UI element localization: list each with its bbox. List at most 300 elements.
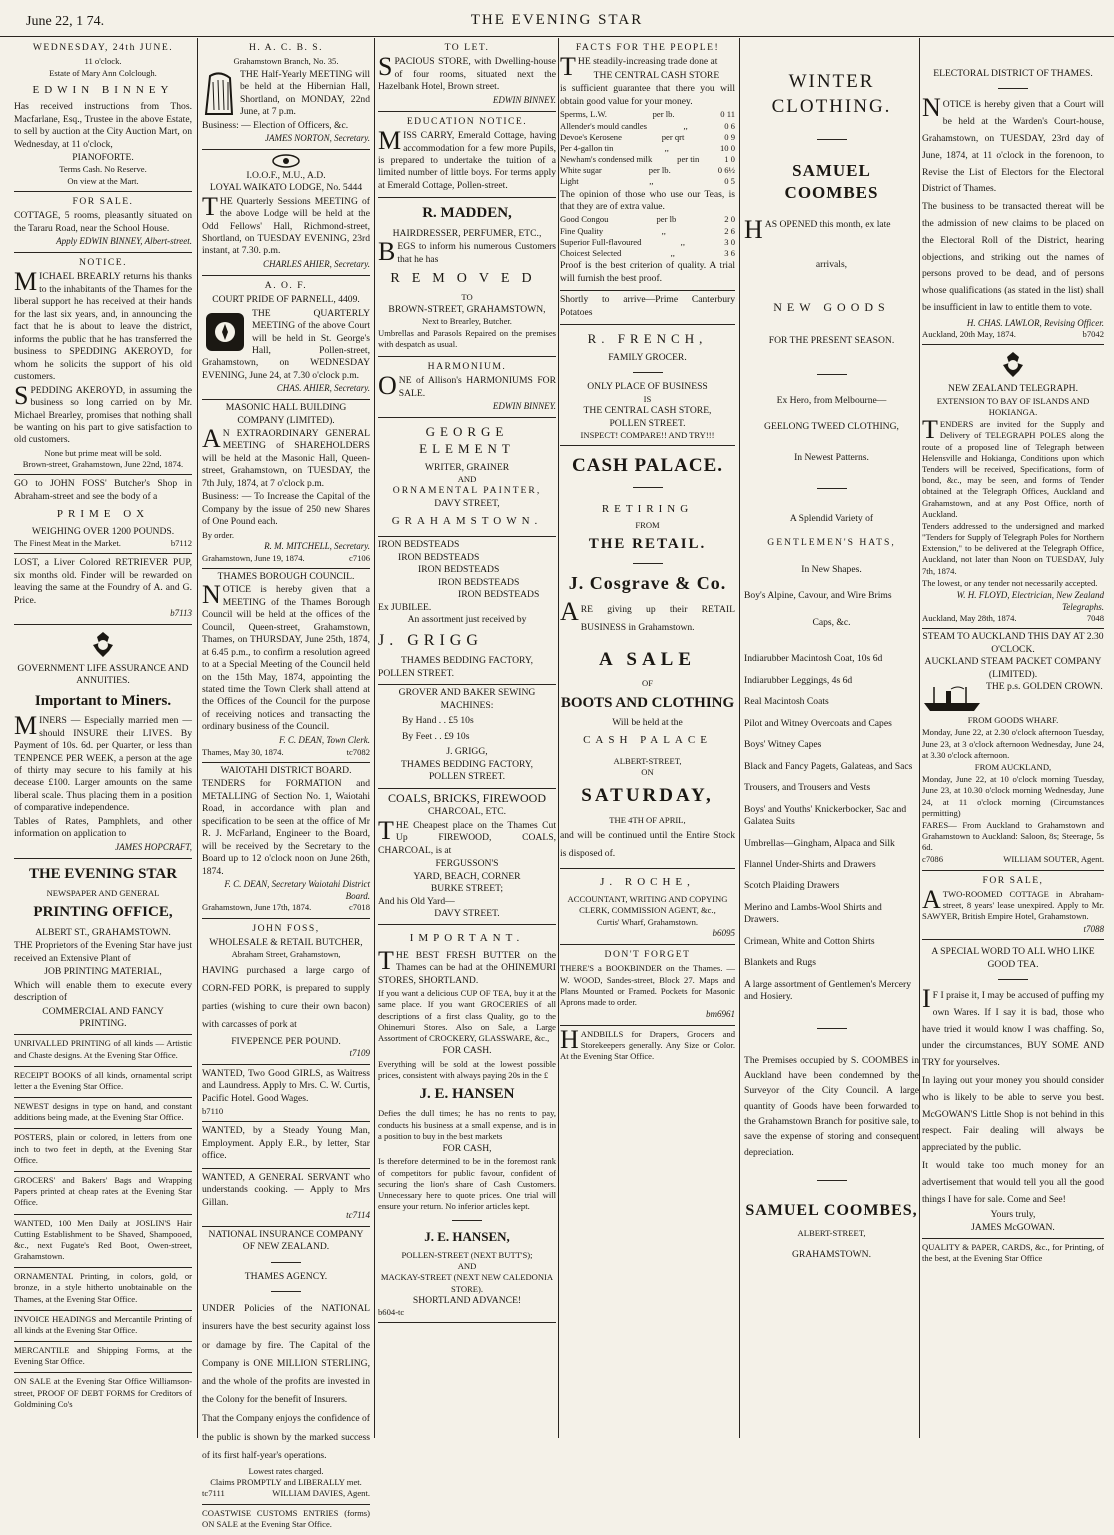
barber-text: WANTED, 100 Men Daily at JOSLIN'S Hair Cutting Establishment to be Shaved, Shampooed, &c., next Fugate's Red Boot, Owen-street, Grahamstown.	[14, 1217, 192, 1262]
tea-sig: JAMES McGOWAN.	[971, 1221, 1055, 1233]
nat-text-2: That the Company enjoys the confidence of the public is shown by the marked success of its first half-year's operations.	[202, 1413, 370, 1461]
coastwise-ad	[202, 1505, 370, 1535]
clothing-item: Trousers, and Trousers and Vests	[744, 782, 871, 794]
price-price: 3 0	[724, 236, 735, 247]
hansen-text-2: Is therefore determined to be in the foremost rank of competitors for public favour, confident of securing the lion's share of Cash Customers. Unnecessary here to quote prices. One trial will ensure your return. No inferior articles kept.	[378, 1156, 556, 1212]
nat-claims: Claims PROMPTLY and LIBERALLY met.	[210, 1477, 362, 1488]
price-row	[560, 132, 735, 143]
elec-text-2: The business to be transacted thereat will be the admission of new claims to be placed on the Electoral Roll of the District, hearing objections, and striking out the names of persons proved to be dead, and of persons whose qualifications (as stated in the list) shall be insufficient in law to entitle them to vote.	[922, 201, 1104, 313]
elem-and: AND	[457, 473, 477, 484]
bed-assortment: An assortment just received by	[407, 614, 527, 626]
elec-text: NOTICE is hereby given that a Court will be held at the Warden's Court-house, Grahamstown, on TUESDAY, 23rd day of June, 1874, at 11 o'clock in the forenoon, to Revise the List of Electors for the Electoral District of Thames.	[922, 93, 1104, 195]
cp-retiring: RETIRING	[601, 502, 694, 515]
clothing-item: Blankets and Rugs	[744, 957, 816, 969]
harm-text: ONE of Allison's HARMONIUMS FOR SALE.	[378, 371, 556, 401]
printing-text: RECEIPT BOOKS of all kinds, ornamental script letter a the Evening Star Office.	[14, 1069, 192, 1091]
parnell-heading: COURT PRIDE OF PARNELL, 4409.	[212, 294, 360, 306]
price-unit: ,,	[680, 236, 685, 247]
hansen-ad	[378, 925, 556, 1323]
facts-heading: FACTS FOR THE PEOPLE!	[575, 42, 720, 53]
cottage-for-sale-ad	[922, 871, 1104, 941]
roche-ad	[560, 869, 735, 945]
sew-heading: GROVER AND BAKER SEWING	[398, 687, 536, 699]
steam-code: c7086	[922, 854, 944, 865]
sale-text: COTTAGE, 5 rooms, pleasantly situated on the Tararu Road, near the School House.	[14, 210, 192, 234]
price-unit: ,,	[670, 248, 675, 258]
coals-yard: YARD, BEACH, CORNER	[413, 870, 521, 882]
teas-text: The opinion of those who use our Teas, is that they are of extra value.	[560, 188, 735, 213]
auction-time: 11 o'clock.	[84, 56, 122, 67]
tea-table	[560, 214, 735, 259]
elec-date: Auckland, 20th May, 1874.	[922, 329, 1016, 340]
borough-date: Thames, May 30, 1874.	[202, 746, 284, 757]
cp-palace: CASH PALACE	[583, 734, 712, 747]
madden-ad	[378, 198, 556, 356]
madden-to: TO	[461, 292, 473, 303]
price-price: 1 0	[724, 154, 735, 165]
madden-removed: REMOVED	[390, 271, 544, 287]
hansen2-address: POLLEN-STREET (NEXT BUTT'S);	[401, 1250, 533, 1261]
hansen2-and: AND	[457, 1261, 477, 1272]
electoral-ad	[922, 38, 1104, 345]
steam-from-2: FROM AUCKLAND,	[974, 761, 1052, 772]
star-address: ALBERT ST., GRAHAMSTOWN.	[35, 926, 171, 938]
roche-heading: J. ROCHE,	[600, 876, 695, 889]
caps: Caps, &c.	[812, 616, 851, 628]
tolet-heading: TO LET.	[444, 42, 490, 53]
quality-text: QUALITY & PAPER, CARDS, &c., for Printing, of the best, at the Evening Star Office	[922, 1242, 1104, 1264]
printing-notice	[14, 1067, 192, 1098]
imp-heading: IMPORTANT.	[409, 932, 525, 945]
price-unit: per lb	[656, 214, 677, 225]
brearly-notice	[14, 253, 192, 475]
masonic-order: By order.	[202, 529, 234, 540]
eye-icon	[271, 154, 301, 168]
facts-store: THE CENTRAL CASH STORE	[593, 69, 720, 81]
foss-finest: The Finest Meat in the Market.	[14, 537, 121, 548]
price-unit: ,,	[661, 225, 666, 236]
coast-text: COASTWISE CUSTOMS ENTRIES (forms) ON SALE at the Evening Star Office.	[202, 1507, 370, 1529]
french-street: POLLEN STREET.	[609, 417, 686, 429]
waiotahi-date: Grahamstown, June 17th, 1874.	[202, 902, 312, 913]
premises-text: The Premises occupied by S. COOMBES in Auckland have been condemned by the Surveyor of the City Council. A large quantity of Goods have been forwarded to the Grahamstown Branch for positive sale, to save the expense of storing and consequent depreciation.	[744, 1054, 919, 1158]
geelong: GEELONG TWEED CLOTHING,	[764, 421, 899, 433]
price-table	[560, 109, 735, 187]
forget-code: bm6961	[706, 1009, 735, 1020]
elec-heading: ELECTORAL DISTRICT OF THAMES.	[933, 68, 1093, 79]
wanted-code: b7110	[202, 1106, 224, 1117]
cp-retail: THE RETAIL.	[588, 536, 707, 553]
foss-code: b7112	[170, 537, 192, 548]
new-goods: NEW GOODS	[773, 299, 890, 314]
binney-view: On view at the Mart.	[67, 175, 139, 186]
madden-next: Next to Brearley, Butcher.	[422, 316, 512, 327]
bed-line: IRON BEDSTEADS	[398, 551, 480, 563]
waiotahi-text: TENDERS for FORMATION and METALLING of Section No. 1, Waiotahi Road, in accordance with plan and specification to be seen at the office of Mr R. J. McFarland, Engineer to the Board, will be received by the Secretary to the Board up to 12 o'clock noon on June 26th, 1874.	[202, 778, 370, 877]
notice-text-2: SPEDDING AKEROYD, in assuming the business so long carried on by Mr. Michael Brearley, promises that nothing shall be wanting on his part to give satisfaction to old customers.	[14, 380, 192, 446]
newest-patterns: In Newest Patterns.	[794, 451, 869, 463]
coombes-opened: HAS OPENED this month, ex late	[744, 214, 891, 244]
tel-sub: EXTENSION TO BAY OF ISLANDS AND HOKIANGA.	[936, 395, 1090, 418]
steam-times-2: Monday, June 22, at 10 o'clock morning Tuesday, June 23, at 10.30 o'clock morning Wednesday, June 24, at 11 o'clock morning (Circumstances permitting)	[922, 774, 1104, 818]
waiotahi-sig: F. C. DEAN, Secretary Waiotahi District Board.	[224, 878, 370, 901]
tel-code: 7048	[1086, 613, 1104, 624]
gov-heading: GOVERNMENT LIFE ASSURANCE AND ANNUITIES.	[17, 662, 189, 687]
printing-text: GROCERS' and Bakers' Bags and Wrapping Papers printed at cheap rates at the Evening Star Office.	[14, 1174, 192, 1208]
forget-heading: DON'T FORGET	[604, 948, 691, 960]
french-grocer-ad	[560, 325, 735, 446]
jf-price: FIVEPENCE PER POUND.	[231, 1035, 341, 1047]
steam-ship: THE p.s. GOLDEN CROWN.	[986, 681, 1103, 693]
cp-sale: A SALE	[598, 648, 697, 670]
wanted-text: WANTED, A GENERAL SERVANT who understands cooking. — Apply to Mrs Gillan.	[202, 1171, 370, 1208]
price-row	[560, 121, 735, 132]
steam-packet-ad	[922, 629, 1104, 870]
foss-text: GO to JOHN FOSS' Butcher's Shop in Abraham-street and see the body of a	[14, 478, 192, 502]
sewing-machines-ad	[378, 685, 556, 788]
fs-heading: FOR SALE,	[982, 874, 1044, 886]
tel-text-3: The lowest, or any tender not necessarily accepted.	[922, 577, 1098, 588]
foss-weight: WEIGHING OVER 1200 POUNDS.	[31, 525, 175, 537]
price-unit: per lb.	[652, 109, 675, 120]
price-item: Newham's condensed milk	[560, 154, 653, 165]
central-cash-store-ad	[560, 38, 735, 291]
bedsteads-ad	[378, 537, 556, 685]
waiotahi-heading: WAIOTAHI DISTRICT BOARD.	[220, 764, 352, 776]
cp-on: ON	[641, 766, 654, 777]
french-is: IS	[643, 393, 652, 404]
coombes2-town: GRAHAMSTOWN.	[792, 1249, 871, 1261]
imp-text-2: If you want a delicious CUP OF TEA, buy it at the same place. If you want GROCERIES of all descriptions of a first class Quality, go to the Ohinemuri Stores. Also on Sale, a Large Assortment of CROCKERY, GLASSWARE, &c.,	[378, 988, 556, 1043]
printing-text: MERCANTILE and Shipping Forms, at the Evening Star Office.	[14, 1345, 192, 1367]
tel-text: TENDERS are invited for the Supply and Delivery of TELEGRAPH POLES along the route of a proposed line of Telegraph between Helensville and Hokianga, Conditions upon which Tenders will be received, Specifications, form of bond, &c., may be seen, and forms of Tender obtained at the Telegraph Offices, Auckland and Grahamstown, and at any Post Office, north of Auckland.	[922, 415, 1104, 519]
masonic-text: AN EXTRAORDINARY GENERAL MEETING of SHAREHOLDERS will be held at the Masonic Hall, Queen-street, Grahamstown, on TUESDAY, the 7th July, 1874, at 7 o'clock p.m.	[202, 424, 370, 489]
star-job: JOB PRINTING MATERIAL,	[44, 966, 162, 978]
waiotahi-code: c7018	[348, 902, 370, 913]
notice-text-1: MICHAEL BREARLY returns his thanks to the inhabitants of the Thames for the liberal support he has received at their hands for the last six years, and, in announcing the fact that he is about to leave the district, informs the public that he has transferred the business to SPEDDING AKEROYD, for whom he solicits the support of his old customers.	[14, 267, 192, 383]
column-1	[14, 38, 192, 1438]
printing-text: POSTERS, plain or colored, in letters from one inch to two feet in depth, at the Evening Star Office.	[14, 1132, 192, 1165]
jf-heading: JOHN FOSS,	[252, 922, 320, 934]
price-row	[560, 226, 735, 237]
cp-saturday: SATURDAY,	[581, 785, 714, 807]
grigg2-sub: THAMES BEDDING FACTORY,	[401, 758, 533, 770]
sew-feet: By Feet . . £9 10s	[402, 730, 470, 742]
column-4	[560, 38, 735, 1438]
wanted-servant-ad	[202, 1169, 370, 1227]
price-row	[560, 214, 735, 225]
newspaper-title: THE EVENING STAR	[470, 12, 644, 28]
facts-text: THE steadily-increasing trade done at	[560, 52, 718, 82]
sale-heading: FOR SALE.	[72, 195, 134, 207]
elem-sub-1: WRITER, GRAINER	[424, 461, 510, 473]
splendid: A Splendid Variety of	[789, 512, 874, 524]
ioof-heading: I.O.O.F., M.U., A.D.	[246, 169, 326, 181]
price-row	[560, 109, 735, 120]
price-price: 2 0	[724, 214, 735, 225]
price-item: Light	[560, 176, 579, 187]
binney-text: Has received instructions from Thos. Macfarlane, Esq., Trustee in the above Estate, to sell by auction at the City Auction Mart, on Wednesday, at 11 o'clock,	[14, 101, 192, 150]
handbills-ad	[560, 1026, 735, 1068]
quality-paper-ad	[922, 1239, 1104, 1269]
royal-arms-icon	[85, 629, 121, 661]
sale-apply: Apply EDWIN BINNEY, Albert-street.	[56, 236, 192, 247]
shortland-code: b604-tc	[378, 1307, 405, 1318]
estate-line: Estate of Mary Ann Colclough.	[49, 67, 157, 78]
lost-text: LOST, a Liver Colored RETRIEVER PUP, six months old. Finder will be rewarded on leaving the same at the Foundry of A. and G. Price.	[14, 557, 192, 606]
printing-notice	[14, 1129, 192, 1172]
cp-text: ARE giving up their RETAIL BUSINESS in Grahamstown.	[560, 597, 735, 634]
steam-times-1: Monday, June 22, at 2.30 o'clock afternoon Tuesday, June 23, at 3 o'clock afternoon Wednesday, June 24, at 3.30 o'clock afternoon.	[922, 727, 1104, 760]
foss-ox: PRIME OX	[56, 508, 150, 521]
clothing-item: Boys' Witney Capes	[744, 739, 822, 751]
harmonium-ad	[378, 357, 556, 418]
grigg-street: POLLEN STREET.	[378, 667, 455, 679]
notice-address: Brown-street, Grahamstown, June 22nd, 1874.	[22, 459, 184, 470]
price-unit: ,,	[683, 120, 688, 131]
borough-council-ad	[202, 569, 370, 763]
tel-heading: NEW ZEALAND TELEGRAPH.	[948, 383, 1078, 395]
tea-yours: Yours truly,	[990, 1209, 1036, 1221]
lost-code: b7113	[170, 608, 192, 619]
hero: Ex Hero, from Melbourne—	[776, 394, 887, 406]
printing-notice	[14, 1268, 192, 1311]
notice-heading: NOTICE.	[78, 256, 128, 268]
coombes-arrivals: arrivals,	[815, 259, 848, 271]
column-3	[378, 38, 556, 1438]
column-rule	[739, 38, 740, 1438]
clothing-item: Boys' and Youths' Knickerbocker, Sac and Galatea Suits	[744, 803, 907, 828]
coals-heading: COALS, BRICKS, FIREWOOD	[387, 790, 546, 805]
cp-boots: BOOTS AND CLOTHING	[560, 694, 735, 711]
coombes2-albert: ALBERT-STREET,	[797, 1227, 866, 1238]
french-sub: FAMILY GROCER.	[608, 351, 687, 363]
foresters-crest-icon	[202, 309, 248, 355]
binney-auction-ad	[14, 38, 192, 192]
madden-umbrellas: Umbrellas and Parasols Repaired on the premises with despatch as usual.	[378, 328, 556, 350]
barber-ad	[14, 1215, 192, 1269]
imp-text-3: Everything will be sold at the lowest possible prices, consistent with always paying 20s in the £	[378, 1058, 556, 1080]
waikato-text: THE Quarterly Sessions MEETING of the above Lodge will be held at the Odd Fellows' Hall, Richmond-street, Shortland, on TUESDAY EVENING, 23rd instant, at 7.30. p.m.	[202, 191, 370, 257]
wanted-employment-ad	[202, 1122, 370, 1168]
column-rule	[558, 38, 559, 1438]
jf-address: Abraham Street, Grahamstown,	[231, 949, 341, 960]
hansen-text: Defies the dull times; he has no rents to pay, conducts his business at a small expense, and is in a position to buy in the best markets	[378, 1108, 556, 1141]
hacbs-heading: H. A. C. B. S.	[248, 42, 324, 53]
imp-cash: FOR CASH.	[442, 1045, 492, 1057]
coals-ad	[378, 789, 556, 926]
jf-sub: WHOLESALE & RETAIL BUTCHER,	[209, 936, 363, 948]
john-foss-ad	[202, 919, 370, 1065]
printing-notice	[14, 1311, 192, 1342]
parnell-text: THE QUARTERLY MEETING of the above Court will be held in St. George's Hall, Pollen-street, Grahamstown, on WEDNESDAY EVENING, June 24, at 7.30 o'clock p.m.	[202, 307, 370, 381]
coombes-heading: SAMUEL COOMBES	[784, 161, 879, 203]
tolet-sig: EDWIN BINNEY.	[492, 94, 556, 105]
tel-date: Auckland, May 28th, 1874.	[922, 613, 1017, 624]
masonic-sig: R. M. MITCHELL, Secretary.	[264, 540, 370, 551]
hansen-cash: FOR CASH,	[442, 1142, 492, 1154]
arrive-text: Shortly to arrive—Prime Canterbury Potatoes	[560, 294, 735, 318]
price-unit: per lb.	[648, 165, 671, 176]
coals-old: And his Old Yard—	[378, 895, 455, 907]
coals-davy: DAVY STREET.	[434, 908, 500, 920]
hacbs-sig: JAMES NORTON, Secretary.	[265, 132, 370, 143]
parnell-sig: CHAS. AHIER, Secretary.	[276, 383, 370, 394]
elem-street: DAVY STREET,	[434, 497, 500, 509]
column-rule	[197, 38, 198, 1438]
borough-heading: THAMES BOROUGH COUNCIL.	[217, 570, 355, 582]
price-item: Superior Full-flavoured	[560, 236, 642, 247]
price-unit: per tin	[677, 154, 700, 165]
hansen2-heading: J. E. HANSEN,	[424, 1229, 510, 1245]
masonic-heading: MASONIC HALL BUILDING COMPANY (LIMITED).	[225, 402, 347, 426]
bed-line: IRON BEDSTEADS	[438, 576, 520, 588]
hacbs-branch: Grahamstown Branch, No. 35.	[233, 56, 339, 67]
cash-palace-ad	[560, 446, 735, 869]
printing-text: ON SALE at the Evening Star Office Williamson-street, PROOF OF DEBT FORMS for Creditors of Goldmining Co's	[14, 1376, 192, 1409]
price-item: Per 4-gallon tin	[560, 142, 614, 153]
clothing-item: Flannel Under-Shirts and Drawers	[744, 859, 876, 870]
masonic-date: Grahamstown, June 19, 1874.	[202, 552, 305, 563]
price-row	[560, 143, 735, 154]
column-6	[922, 38, 1104, 1438]
sew-hand: By Hand . . £5 10s	[402, 715, 474, 727]
price-unit: per qrt	[661, 131, 685, 142]
royal-arms-icon	[995, 349, 1031, 381]
cp-continued: and will be continued until the Entire Stock is disposed of.	[560, 829, 735, 860]
clothing-item: Scotch Plaiding Drawers	[744, 880, 840, 892]
lost-pup-ad	[14, 554, 192, 625]
handbills-text: HANDBILLS for Drapers, Grocers and Storekeepers generally. Any Size or Color. At the Evening Star Office.	[560, 1024, 735, 1062]
shortland-heading: SHORTLAND ADVANCE!	[412, 1294, 522, 1306]
price-unit: ,,	[664, 142, 669, 153]
waikato-sig: CHARLES AHIER, Secretary.	[263, 258, 370, 269]
harp-icon	[202, 70, 236, 116]
column-rule	[919, 38, 920, 1438]
price-item: Devoe's Kerosene	[560, 131, 622, 142]
hansen2-address-2: MACKAY-STREET (NEXT NEW CALEDONIA STORE).	[380, 1272, 554, 1294]
steam-from-1: FROM GOODS WHARF.	[967, 715, 1059, 726]
national-insurance-ad	[202, 1227, 370, 1505]
star-sub: NEWSPAPER AND GENERAL	[46, 888, 160, 899]
fs-code: t7088	[1083, 923, 1104, 934]
price-price: 0 9	[724, 131, 735, 142]
coals-sub: CHARCOAL, ETC.	[427, 806, 507, 818]
french-inspect: INSPECT! COMPARE!! AND TRY!!!	[580, 429, 715, 440]
grigg2-street: POLLEN STREET.	[428, 771, 506, 783]
price-price: 0 5	[724, 176, 735, 187]
roche-wharf: Curtis' Wharf, Grahamstown.	[596, 917, 699, 928]
edu-text: MISS CARRY, Emerald Cottage, having accommodation for a few more Pupils, is prepared to undertake the tuition of a limited number of little boys. For terms apply at Emerald Cottage, Pollen-street.	[378, 126, 556, 191]
grigg-name: J. GRIGG	[378, 631, 483, 649]
printing-text: UNRIVALLED PRINTING of all kinds — Artistic and Chaste designs. At the Evening Star Office.	[14, 1038, 192, 1060]
price-price: 0 11	[720, 109, 735, 120]
cottage-sale-ad	[14, 192, 192, 253]
star-title: THE EVENING STAR	[28, 865, 178, 882]
printing-notice	[14, 1035, 192, 1066]
printing-notice	[14, 1098, 192, 1129]
column-5	[744, 38, 919, 1438]
printing-notice	[14, 1172, 192, 1215]
waiotahi-ad	[202, 763, 370, 919]
steam-company: AUCKLAND STEAM PACKET COMPANY (LIMITED).	[924, 656, 1102, 680]
life-assurance-ad	[14, 625, 192, 859]
price-price: 10 0	[719, 142, 735, 153]
miners-text: MINERS — Especially married men — should INSURE their LIVES. By Payment of 10s. 6d. per Quarter, or less than TENPENCE PER WEEK, a person at the age of thirty may secure to his family at his decease £100. Larger amounts on the same liberal scale. Thus placing them in a position of comparative independence.	[14, 711, 192, 814]
bed-line: IRON BEDSTEADS	[458, 589, 540, 601]
nat-rates: Lowest rates charged.	[248, 1466, 324, 1477]
harm-sig: EDWIN BINNEY.	[492, 401, 556, 412]
jf-code: t7109	[349, 1047, 370, 1058]
binney-name: EDWIN BINNEY	[32, 83, 174, 96]
price-item: Choicest Selected	[560, 248, 622, 258]
gent-hats: GENTLEMEN'S HATS,	[767, 537, 896, 549]
tea-text-2: In laying out your money you should consider who is likely to be able to serve you best. McGOWAN'S Little Shop is not behind in this respect. Fair dealing will always be appreciated by the public.	[922, 1075, 1104, 1154]
wanted-girls-ad	[202, 1065, 370, 1123]
tea-text: IF I praise it, I may be accused of puffing my own Wares. If I say it is bad, those who have tried it would know I was chaffing. So, under the circumstances, BUY SOME AND TRY for yourselves.	[922, 984, 1104, 1069]
price-row	[560, 165, 735, 176]
steam-fares: FARES— From Auckland to Grahamstown and Grahamstown to Auckland: Saloon, 8s; Steerage, 5s 6d.	[922, 819, 1104, 853]
star-printing: PRINTING.	[79, 1017, 127, 1029]
bookbinder-ad	[560, 945, 735, 1026]
element-ad	[378, 418, 556, 538]
grigg2-name: J. GRIGG,	[446, 746, 488, 758]
cp-held: Will be held at the	[612, 717, 683, 728]
tea-text-3: It would take too much money for an advertisement that would tell you all the good things I have for sale. Come and See!	[922, 1159, 1104, 1205]
sew-machines: MACHINES:	[440, 699, 494, 711]
new-shapes: In New Shapes.	[801, 563, 862, 575]
coombes2-heading: SAMUEL COOMBES,	[745, 1202, 918, 1220]
star-office: PRINTING OFFICE,	[33, 904, 173, 921]
madden-sub: HAIRDRESSER, PERFUMER, ETC.,	[392, 227, 542, 239]
masonic-code: c7106	[348, 552, 370, 563]
price-item: White sugar	[560, 165, 602, 176]
price-price: 2 6	[724, 225, 735, 236]
roche-sub: ACCOUNTANT, WRITING AND COPYING CLERK, COMMISSION AGENT, &c.,	[567, 893, 728, 915]
coombes-ad	[744, 38, 919, 1276]
roche-code: b6095	[712, 928, 735, 939]
education-ad	[378, 112, 556, 199]
hansen-heading: J. E. HANSEN	[419, 1085, 515, 1102]
tolet-text: SPACIOUS STORE, with Dwelling-house of four rooms, situated next the Hazelbank Hotel, Brown street.	[378, 52, 556, 93]
borough-text: NOTICE is hereby given that a MEETING of the Thames Borough Council will be held at the offices of the Council, Queen-street, Grahamstown, Thames, on THURSDAY, June 25th, 1874, at 6.45 p.m., to confirm a resolution agreed to at a Special Meeting of the Council held on the 15th May, 1874, appointing the stated time the Town Clerk shall attend at the Offices of the Council for the purpose of receiving notices and transacting the ordinary business of the Council.	[202, 580, 370, 733]
facts-text-2: is sufficient guarantee that there you will obtain good value for your money.	[560, 83, 735, 107]
nat-code: tc7111	[202, 1488, 225, 1499]
madden-heading: R. MADDEN,	[422, 205, 512, 222]
miners-tables: Tables of Rates, Pamphlets, and other information on application to	[14, 815, 192, 840]
nat-text: UNDER Policies of the NATIONAL insurers have the best security against loss or damage by fire. The Capital of the Company is ONE MILLION STERLING, and the whole of the profits are invested in the Colony for the benefit of Insurers.	[202, 1303, 370, 1406]
price-price: 3 6	[724, 248, 735, 258]
printing-text: NEWEST designs in type on hand, and constant additions being made, at the Evening Star Office.	[14, 1101, 192, 1123]
column-2	[202, 38, 370, 1529]
cp-of: OF	[642, 678, 653, 689]
tea-heading: A SPECIAL WORD TO ALL WHO LIKE GOOD TEA.	[931, 946, 1095, 970]
nat-heading: NATIONAL INSURANCE COMPANY OF NEW ZEALAND.	[208, 1228, 364, 1253]
price-item: Sperms, L.W.	[560, 109, 607, 120]
brims: Boy's Alpine, Cavour, and Wire Brims	[744, 590, 892, 602]
tel-sig: W. H. FLOYD, Electrician, New Zealand Telegraphs.	[956, 589, 1104, 612]
clothing-item: Pilot and Witney Overcoats and Capes	[744, 717, 892, 729]
telegraph-ad	[922, 345, 1104, 629]
cp-cosgrave: J. Cosgrave & Co.	[568, 572, 727, 593]
binney-terms: Terms Cash. No Reserve.	[59, 164, 147, 175]
clothing-item: Indiarubber Macintosh Coat, 10s 6d	[744, 653, 883, 665]
clothing-item: A large assortment of Gentlemen's Mercery and Hosiery.	[744, 978, 911, 1003]
star-text: THE Proprietors of the Evening Star have just received an Extensive Plant of	[14, 940, 192, 964]
jf-text: HAVING purchased a large cargo of CORN-FED PORK, is prepared to supply parties (wishing to cure their own bacon) with carcasses of pork at	[202, 964, 370, 1031]
bed-line: IRON BEDSTEADS	[378, 539, 460, 551]
winter-heading: WINTER CLOTHING.	[771, 71, 892, 117]
